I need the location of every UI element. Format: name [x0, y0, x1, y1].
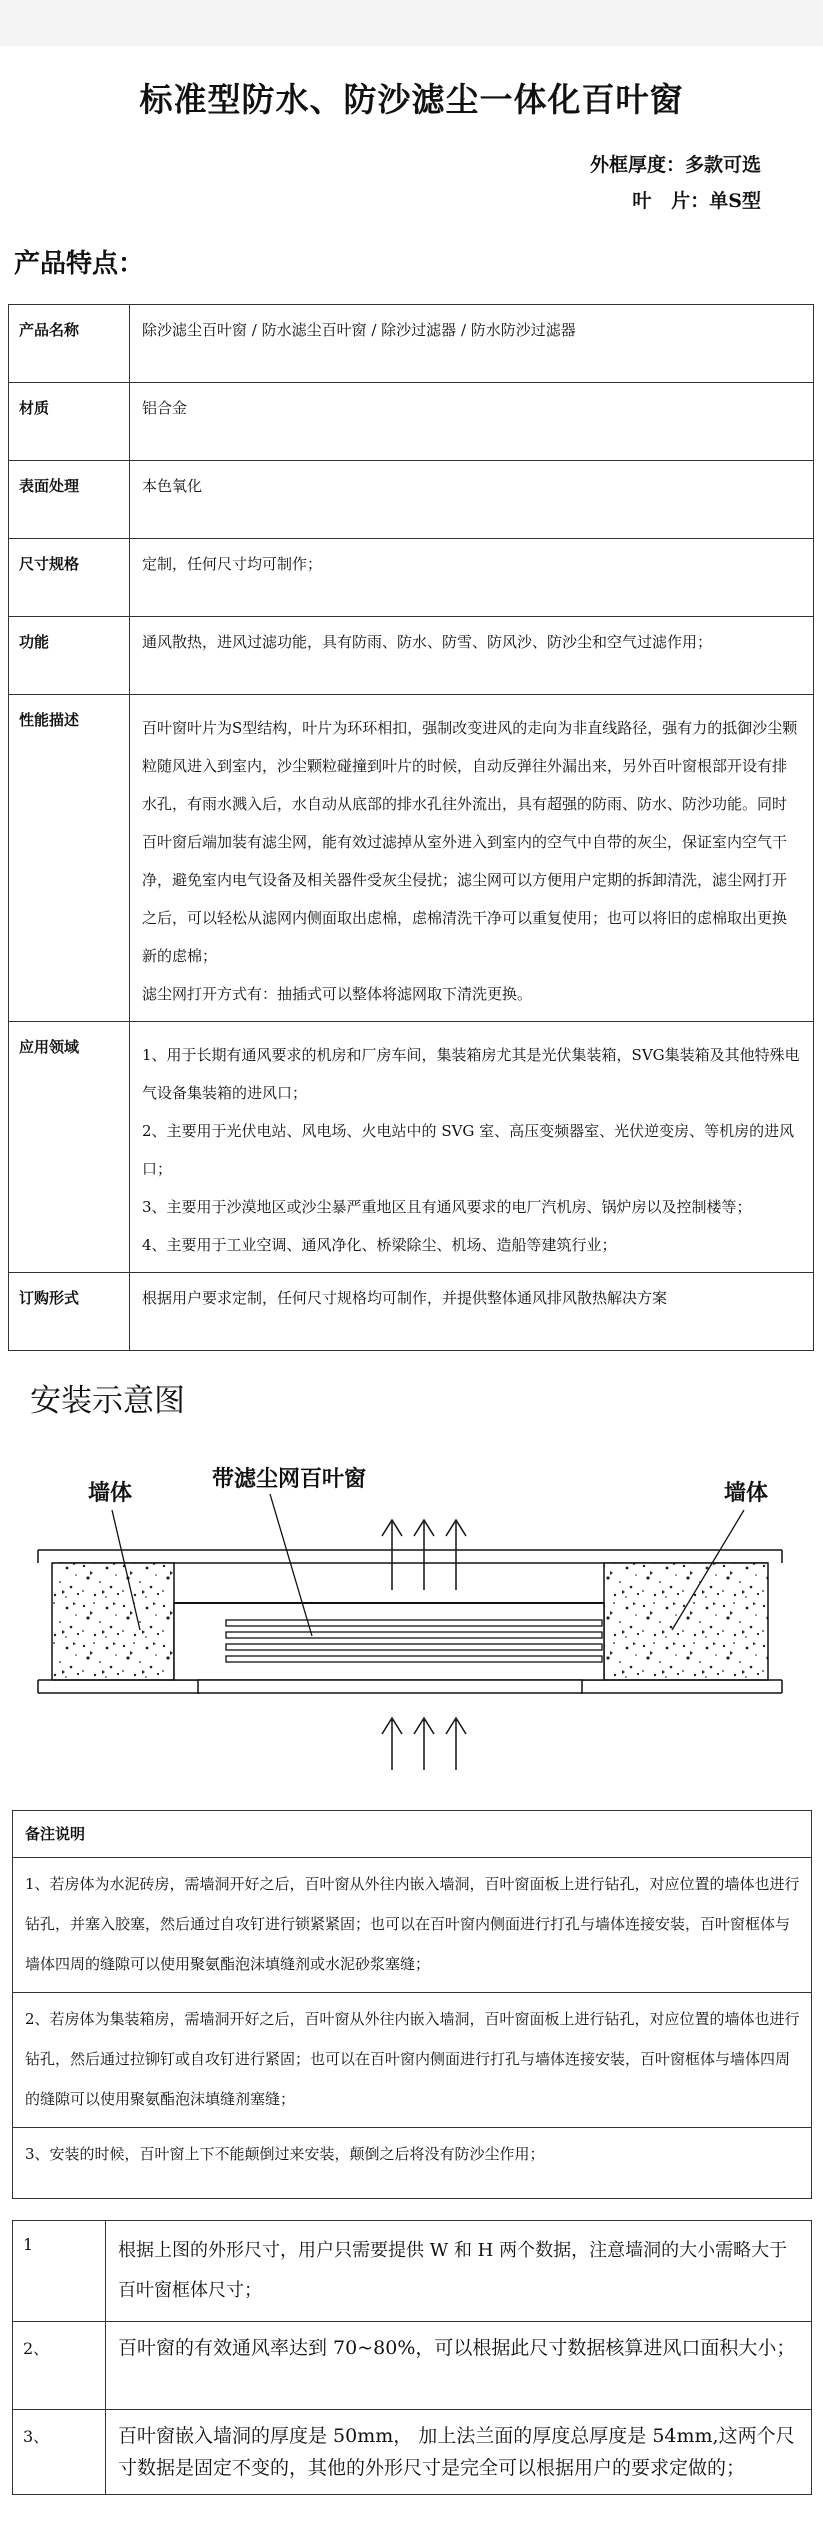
application-item: 1、用于长期有通风要求的机房和厂房车间，集装箱房尤其是光伏集装箱，SVG集装箱及其他特殊电气设备集装箱的进风口； — [142, 1046, 800, 1102]
row-text: 根据上图的外形尺寸，用户只需要提供 W 和 H 两个数据，注意墙洞的大小需略大于百叶窗框体尺寸； — [106, 2221, 812, 2322]
table-row — [13, 2322, 812, 2410]
row-number: 1 — [13, 2221, 106, 2322]
notes-table — [12, 1810, 812, 2199]
row-value: 除沙滤尘百叶窗 / 防水滤尘百叶窗 / 除沙过滤器 / 防水防沙过滤器 — [130, 305, 814, 383]
install-heading: 安装示意图 — [30, 1383, 185, 1419]
blade-type-label: 叶 片：单S型 — [632, 190, 761, 212]
application-item: 2、主要用于光伏电站、风电场、火电站中的 SVG 室、高压变频器室、光伏逆变房、等机房的进风口； — [142, 1122, 795, 1178]
label-louver: 带滤尘网百叶窗 — [212, 1467, 367, 1492]
row-text: 百叶窗嵌入墙洞的厚度是 50mm， 加上法兰面的厚度总厚度是 54mm,这两个尺寸数据是固定不变的，其他的外形尺寸是完全可以根据用户的要求定做的； — [106, 2410, 812, 2495]
installation-diagram — [0, 1440, 823, 1770]
row-value: 定制，任何尺寸均可制作； — [130, 539, 814, 617]
table-row — [13, 1858, 812, 1993]
louver-flange — [198, 1680, 582, 1693]
row-key: 材质 — [9, 383, 130, 461]
features-table — [8, 304, 814, 1351]
table-row — [13, 1811, 812, 1858]
application-item: 4、主要用于工业空调、通风净化、桥梁除尘、机场、造船等建筑行业； — [142, 1236, 617, 1254]
top-bar — [0, 0, 823, 46]
table-row — [9, 1022, 814, 1273]
table-row — [9, 305, 814, 383]
row-number: 3、 — [13, 2410, 106, 2495]
airflow-arrows-top — [382, 1520, 466, 1590]
features-heading: 产品特点： — [14, 249, 145, 279]
row-value: 根据用户要求定制，任何尺寸规格均可制作，并提供整体通风排风散热解决方案 — [130, 1273, 814, 1351]
row-number: 2、 — [13, 2322, 106, 2410]
dimensions-notes-table — [12, 2220, 812, 2495]
row-value: 铝合金 — [130, 383, 814, 461]
wall-right-concrete — [604, 1563, 768, 1680]
note-item: 3、安装的时候，百叶窗上下不能颠倒过来安装，颠倒之后将没有防沙尘作用； — [13, 2128, 812, 2199]
row-key: 尺寸规格 — [9, 539, 130, 617]
table-row — [9, 1273, 814, 1351]
note-item: 1、若房体为水泥砖房，需墙洞开好之后，百叶窗从外往内嵌入墙洞，百叶窗面板上进行钻孔，对应位置的墙体也进行钻孔，并塞入胶塞，然后通过自攻钉进行锁紧紧固；也可以在百叶窗内侧面进行打孔与墙体连接安装，百叶窗框体与墙体四周的缝隙可以使用聚氨酯泡沫填缝剂或水泥砂浆塞缝； — [13, 1858, 812, 1993]
frame-thickness-label: 外框厚度：多款可选 — [589, 154, 761, 176]
label-wall-right: 墙体 — [724, 1481, 769, 1506]
row-key: 产品名称 — [9, 305, 130, 383]
row-value: 通风散热，进风过滤功能，具有防雨、防水、防雪、防风沙、防沙尘和空气过滤作用； — [130, 617, 814, 695]
row-value: 本色氧化 — [130, 461, 814, 539]
table-row — [9, 695, 814, 1022]
table-row — [9, 617, 814, 695]
performance-paragraph: 百叶窗叶片为S型结构，叶片为环环相扣，强制改变进风的走向为非直线路径，强有力的抵御沙尘颗粒随风进入到室内，沙尘颗粒碰撞到叶片的时候，自动反弹往外漏出来，另外百叶窗根部开设有排水孔，有雨水溅入后，水自动从底部的排水孔往外流出，具有超强的防雨、防水、防沙功能。同时百叶窗后端加装有滤尘网，能有效过滤掉从室外进入到室内的空气中自带的灰尘，保证室内空气干净，避免室内电气设备及相关器件受灰尘侵扰；滤尘网可以方便用户定期的拆卸清洗，滤尘网打开之后，可以轻松从滤网内侧面取出虑棉，虑棉清洗干净可以重复使用；也可以将旧的虑棉取出更换新的虑棉； — [142, 719, 798, 965]
louver-body — [174, 1603, 604, 1680]
row-key: 订购形式 — [9, 1273, 130, 1351]
table-row — [13, 2410, 812, 2495]
row-key: 功能 — [9, 617, 130, 695]
row-key: 应用领域 — [9, 1022, 130, 1273]
page-title: 标准型防水、防沙滤尘一体化百叶窗 — [139, 80, 684, 119]
table-row — [13, 2221, 812, 2322]
wall-left-concrete — [52, 1563, 174, 1680]
filter-open-paragraph: 滤尘网打开方式有：抽插式可以整体将滤网取下清洗更换。 — [142, 985, 533, 1003]
row-value — [130, 1022, 814, 1273]
row-text: 百叶窗的有效通风率达到 70~80%，可以根据此尺寸数据核算进风口面积大小； — [106, 2322, 812, 2410]
note-item: 2、若房体为集装箱房，需墙洞开好之后，百叶窗从外往内嵌入墙洞，百叶窗面板上进行钻孔，对应位置的墙体也进行钻孔，然后通过拉铆钉或自攻钉进行紧固；也可以在百叶窗内侧面进行打孔与墙体连接安装，百叶窗框体与墙体四周的缝隙可以使用聚氨酯泡沫填缝剂塞缝； — [13, 1993, 812, 2128]
table-row — [9, 539, 814, 617]
application-item: 3、主要用于沙漠地区或沙尘暴严重地区且有通风要求的电厂汽机房、锅炉房以及控制楼等； — [142, 1198, 752, 1216]
row-key: 性能描述 — [9, 695, 130, 1022]
row-key: 表面处理 — [9, 461, 130, 539]
table-row — [13, 1993, 812, 2128]
label-wall-left: 墙体 — [88, 1481, 133, 1506]
row-value — [130, 695, 814, 1022]
table-row — [13, 2128, 812, 2199]
airflow-arrows-bottom — [382, 1718, 466, 1770]
table-row — [9, 461, 814, 539]
notes-heading: 备注说明 — [13, 1811, 812, 1858]
table-row — [9, 383, 814, 461]
